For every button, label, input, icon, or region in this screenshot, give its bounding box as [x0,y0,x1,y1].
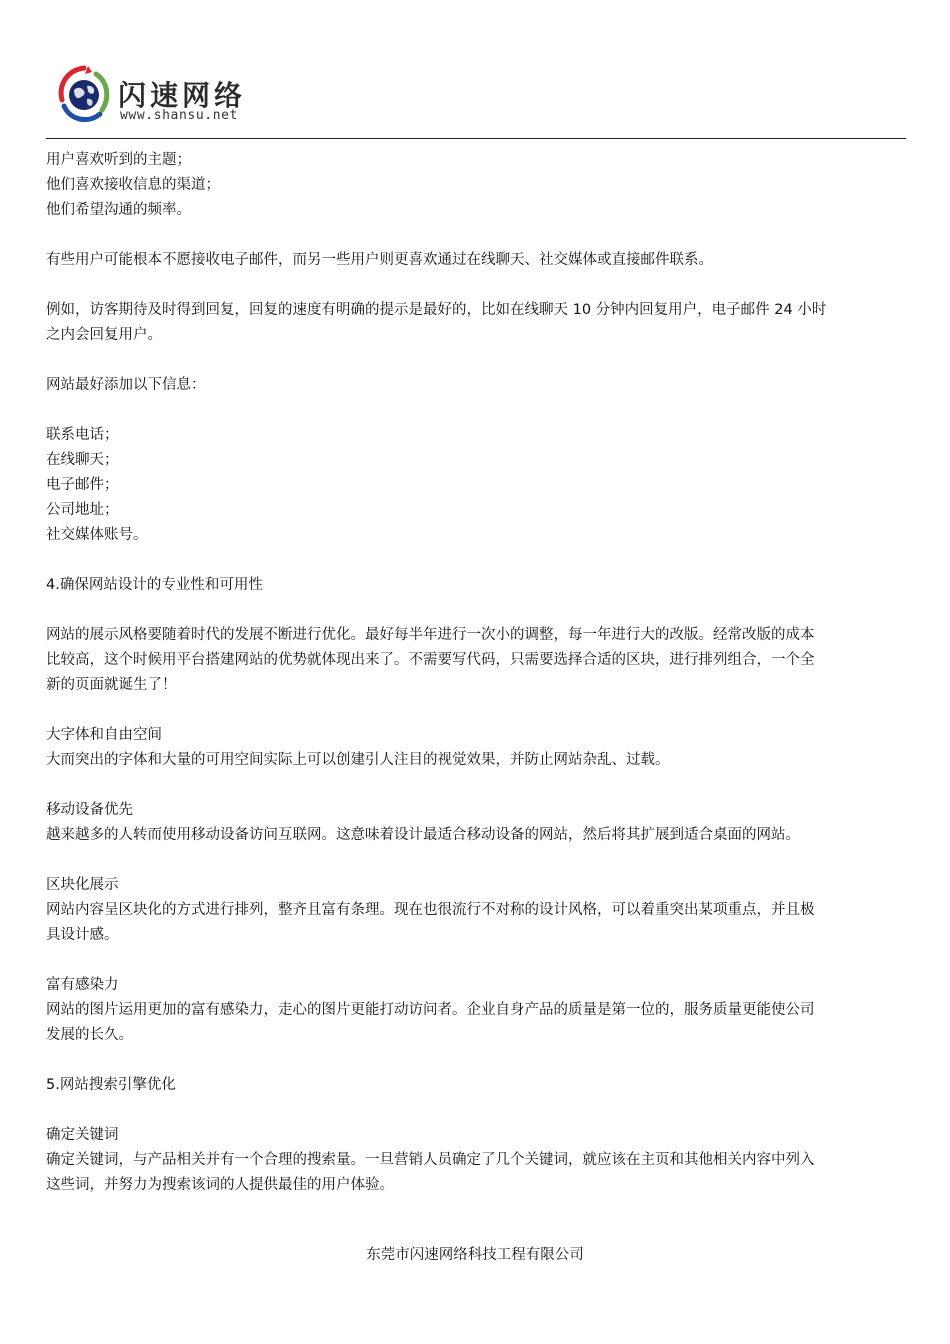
subheading: 富有感染力 [46,977,119,993]
subheading: 区块化展示 [46,877,119,893]
list-item: 电子邮件； [46,477,119,493]
paragraph-line: 确定关键词，与产品相关并有一个合理的搜索量。一旦营销人员确定了几个关键词，就应该在主页和其他相关内容中列入 [46,1152,815,1168]
subheading: 移动设备优先 [46,802,133,818]
section-heading: 4.确保网站设计的专业性和可用性 [46,577,263,593]
subheading: 大字体和自由空间 [46,727,162,743]
section-heading: 5.网站搜索引擎优化 [46,1077,176,1093]
list-item: 公司地址； [46,502,119,518]
paragraph: 越来越多的人转而使用移动设备访问互联网。这意味着设计最适合移动设备的网站，然后将其扩展到适合桌面的网站。 [46,827,800,843]
paragraph-line: 具设计感。 [46,927,119,943]
list-item: 社交媒体账号。 [46,527,148,543]
paragraph-line: 例如，访客期待及时得到回复，回复的速度有明确的提示是最好的，比如在线聊天 10 分钟内回复用户，电子邮件 24 小时 [46,302,827,318]
paragraph: 大而突出的字体和大量的可用空间实际上可以创建引人注目的视觉效果，并防止网站杂乱、过载。 [46,752,670,768]
logo-url: www.shansu.net [120,108,238,123]
paragraph-line: 网站的展示风格要随着时代的发展不断进行优化。最好每半年进行一次小的调整，每一年进行大的改版。经常改版的成本 [46,627,815,643]
paragraph-line: 发展的长久。 [46,1027,133,1043]
list-item: 联系电话； [46,427,119,443]
paragraph-line: 比较高，这个时候用平台搭建网站的优势就体现出来了。不需要写代码，只需要选择合适的区块，进行排列组合，一个全 [46,652,815,668]
paragraph: 有些用户可能根本不愿接收电子邮件，而另一些用户则更喜欢通过在线聊天、社交媒体或直接邮件联系。 [46,252,713,268]
document-body [46,148,906,1198]
subheading: 确定关键词 [46,1127,119,1143]
paragraph-line: 新的页面就诞生了！ [46,677,177,693]
list-item: 用户喜欢听到的主题； [46,152,191,168]
paragraph-line: 网站内容呈区块化的方式进行排列，整齐且富有条理。现在也很流行不对称的设计风格，可以着重突出某项重点，并且极 [46,902,815,918]
list-item: 他们希望沟通的频率。 [46,202,191,218]
page-header [46,64,906,140]
list-item: 他们喜欢接收信息的渠道； [46,177,220,193]
globe-swirl-logo-icon [54,64,112,126]
header-divider [46,138,906,139]
info-intro: 网站最好添加以下信息： [46,377,206,393]
paragraph-line: 网站的图片运用更加的富有感染力，走心的图片更能打动访问者。企业自身产品的质量是第一位的，服务质量更能使公司 [46,1002,815,1018]
paragraph-line: 这些词，并努力为搜索该词的人提供最佳的用户体验。 [46,1177,394,1193]
list-item: 在线聊天； [46,452,119,468]
paragraph-line: 之内会回复用户。 [46,327,162,343]
footer-company: 东莞市闪速网络科技工程有限公司 [366,1247,584,1263]
logo-title: 闪速网络 [118,79,247,112]
